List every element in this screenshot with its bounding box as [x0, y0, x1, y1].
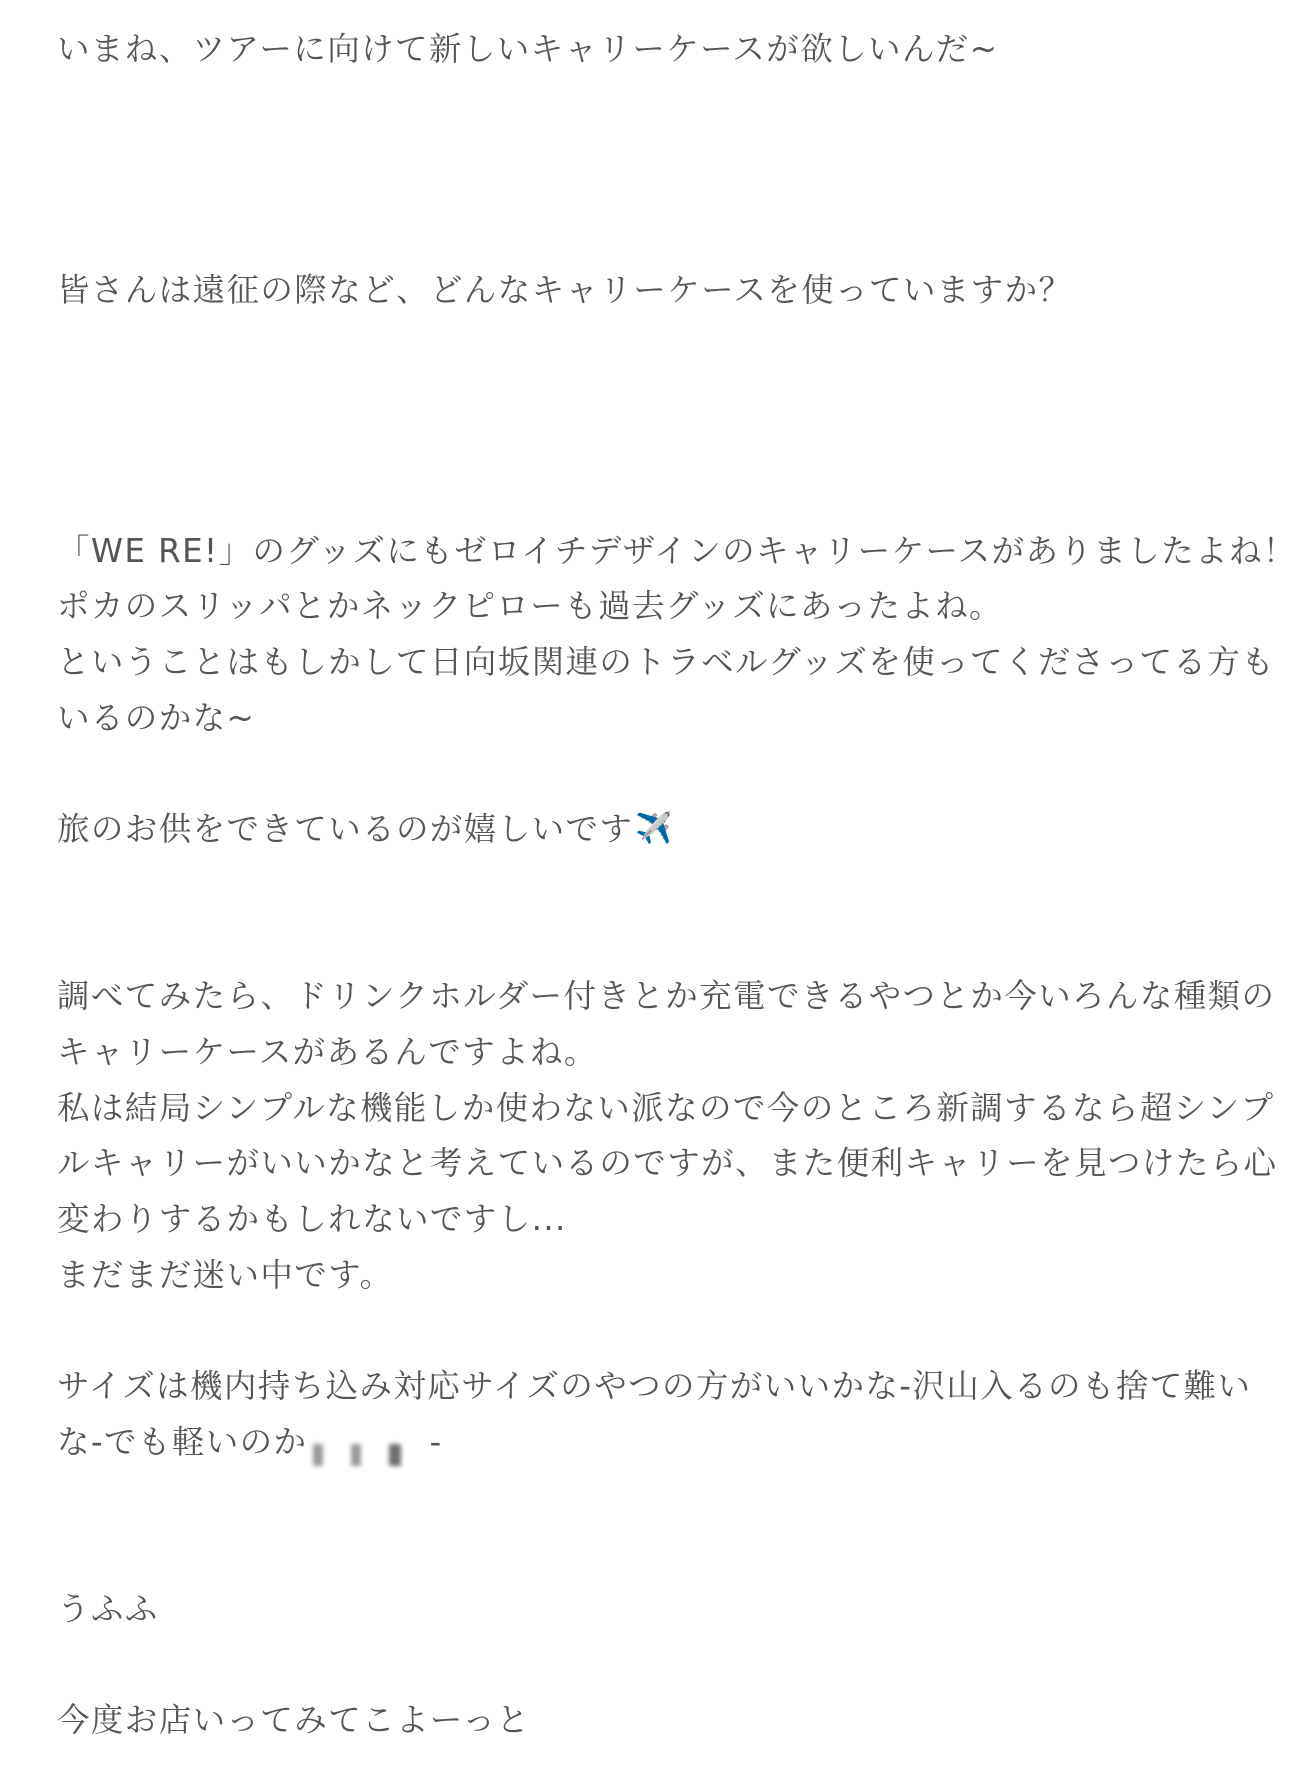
- paragraph-line: 今度お店いってみてこよーっと: [57, 1701, 531, 1739]
- paragraph-line: いるのかな~: [57, 699, 256, 737]
- paragraph-line: 「WE RE!」のグッズにもゼロイチデザインのキャリーケースがありましたよね！: [57, 532, 1297, 570]
- paragraph-line: 変わりするかもしれないですし...: [57, 1200, 567, 1238]
- paragraph-line: ということはもしかして日向坂関連のトラベルグッズを使ってくださってる方も: [57, 643, 1276, 681]
- paragraph-line-with-emoji: [57, 807, 674, 851]
- paragraph-text: な-でも軽いのか: [57, 1423, 308, 1461]
- paragraph-text-suffix: -: [429, 1423, 443, 1461]
- paragraph-line: 皆さんは遠征の際など、どんなキャリーケースを使っていますか？: [57, 271, 1073, 309]
- paragraph-line: いまね、ツアーに向けて新しいキャリーケースが欲しいんだ~: [57, 30, 999, 68]
- paragraph-line: キャリーケースがあるんですよね。: [57, 1033, 598, 1071]
- paragraph-line: 私は結局シンプルな機能しか使わない派なので今のところ新調するなら超シンプ: [57, 1089, 1275, 1127]
- airplane-icon: ✈️: [635, 811, 675, 846]
- paragraph-line-with-blur: [57, 1420, 443, 1464]
- blurred-image: [313, 1431, 429, 1457]
- paragraph-line: サイズは機内持ち込み対応サイズのやつの方がいいかな-沢山入るのも捨て難い: [57, 1367, 1252, 1405]
- paragraph-line: 調べてみたら、ドリンクホルダー付きとか充電できるやつとか今いろんな種類の: [57, 977, 1276, 1015]
- paragraph-line: ポカのスリッパとかネックピローも過去グッズにあったよね。: [57, 587, 1003, 625]
- paragraph-text: 旅のお供をできているのが嬉しいです: [57, 810, 634, 848]
- paragraph-line: うふふ: [57, 1590, 159, 1628]
- paragraph-line: まだまだ迷い中です。: [57, 1256, 394, 1294]
- paragraph-line: ルキャリーがいいかなと考えているのですが、また便利キャリーを見つけたら心: [57, 1144, 1278, 1182]
